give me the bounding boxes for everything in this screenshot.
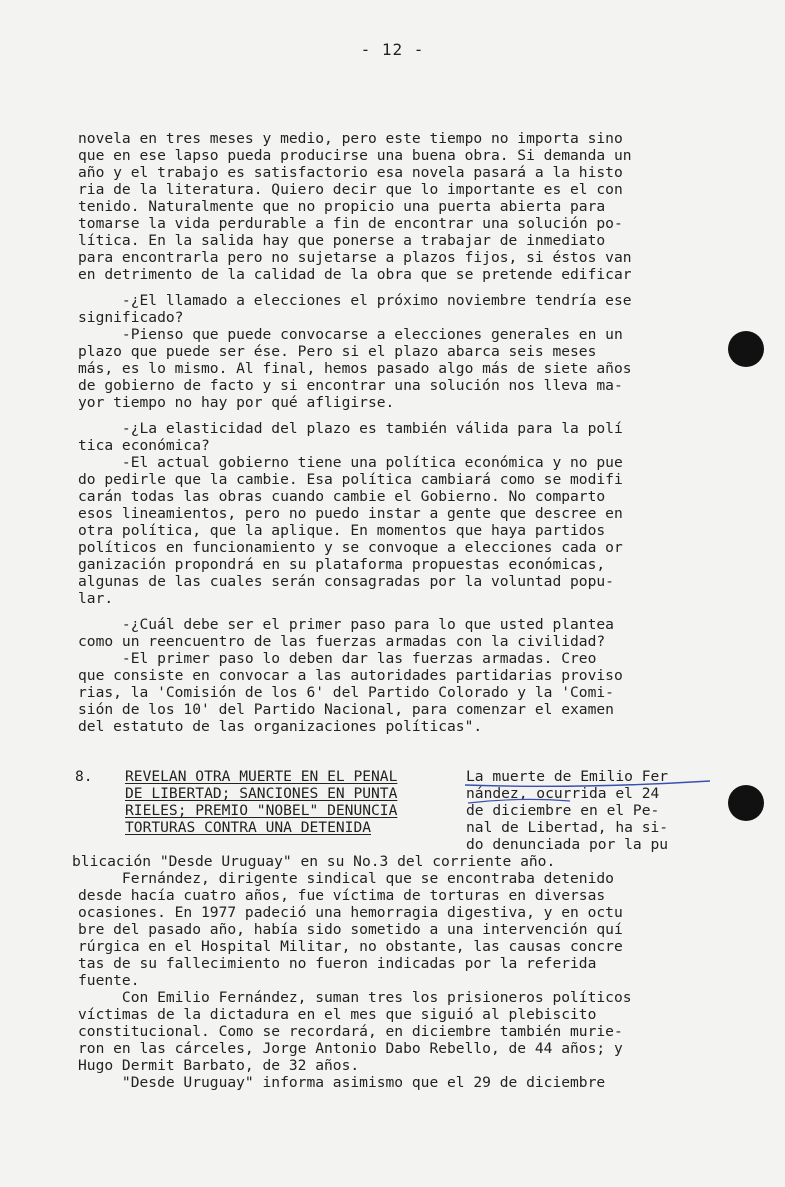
text-line: tenido. Naturalmente que no propicio una puerta abierta para [78,198,606,215]
text-line: -¿El llamado a elecciones el próximo noviembre tendría ese [78,292,632,309]
text-line: rúrgica en el Hospital Militar, no obstante, las causas concre [78,938,623,955]
text-line: más, es lo mismo. Al final, hemos pasado algo más de siete años [78,360,632,377]
text-line: La muerte de Emilio Fer [466,768,669,785]
text-line: Fernández, dirigente sindical que se encontraba detenido [78,870,614,887]
text-line: tas de su fallecimiento no fueron indicadas por la referida [78,955,597,972]
text-line: carán todas las obras cuando cambie el Gobierno. No comparto [78,488,606,505]
text-line: nández, ocurrida el 24 [466,785,660,802]
text-line: bre del pasado año, había sido sometido a una intervención quí [78,921,623,938]
headline-line: TORTURAS CONTRA UNA DETENIDA [125,819,372,836]
text-line: ganización propondrá en su plataforma propuestas económicas, [78,556,606,573]
text-line: desde hacía cuatro años, fue víctima de torturas en diversas [78,887,606,904]
text-line: ron en las cárceles, Jorge Antonio Dabo Rebello, de 44 años; y [78,1040,623,1057]
text-line: fuente. [78,972,140,989]
text-line: yor tiempo no hay por qué afligirse. [78,394,395,411]
text-line: como un reencuentro de las fuerzas armadas con la civilidad? [78,633,606,650]
text-line: do denunciada por la pu [466,836,669,853]
text-line: ria de la literatura. Quiero decir que lo importante es el con [78,181,623,198]
text-line: en detrimento de la calidad de la obra que se pretende edificar [78,266,632,283]
text-line: lítica. En la salida hay que ponerse a trabajar de inmediato [78,232,606,249]
headline-line: REVELAN OTRA MUERTE EN EL PENAL [125,768,398,785]
text-line: ocasiones. En 1977 padeció una hemorragia digestiva, y en octu [78,904,623,921]
text-line: -Pienso que puede convocarse a elecciones generales en un [78,326,623,343]
text-line: significado? [78,309,184,326]
pen-underline-mark [460,775,720,815]
text-line: del estatuto de las organizaciones políticas". [78,718,483,735]
text-line: blicación "Desde Uruguay" en su No.3 del corriente año. [72,853,556,870]
text-line: año y el trabajo es satisfactorio esa novela pasará a la histo [78,164,623,181]
text-line: -El actual gobierno tiene una política económica y no pue [78,454,623,471]
text-line: -El primer paso lo deben dar las fuerzas armadas. Creo [78,650,597,667]
punch-hole [728,331,764,367]
punch-hole [728,785,764,821]
headline-line: DE LIBERTAD; SANCIONES EN PUNTA [125,785,398,802]
text-line: -¿Cuál debe ser el primer paso para lo que usted plantea [78,616,614,633]
text-line: víctimas de la dictadura en el mes que siguió al plebiscito [78,1006,597,1023]
item-number: 8. [75,768,93,785]
headline-line: RIELES; PREMIO "NOBEL" DENUNCIA [125,802,398,819]
text-line: -¿La elasticidad del plazo es también válida para la polí [78,420,623,437]
text-line: otra política, que la aplique. En momentos que haya partidos [78,522,606,539]
text-line: lar. [78,590,114,607]
text-line: Con Emilio Fernández, suman tres los prisioneros políticos [78,989,632,1006]
text-line: plazo que puede ser ése. Pero si el plazo abarca seis meses [78,343,597,360]
text-line: que consiste en convocar a las autoridades partidarias proviso [78,667,623,684]
text-line: de gobierno de facto y si encontrar una solución nos lleva ma- [78,377,623,394]
text-line: nal de Libertad, ha si- [466,819,669,836]
text-line: sión de los 10' del Partido Nacional, para comenzar el examen [78,701,614,718]
text-line: de diciembre en el Pe- [466,802,660,819]
text-line: tica económica? [78,437,210,454]
text-line: Hugo Dermit Barbato, de 32 años. [78,1057,360,1074]
text-line: que en ese lapso pueda producirse una buena obra. Si demanda un [78,147,632,164]
text-line: tomarse la vida perdurable a fin de encontrar una solución po- [78,215,623,232]
text-line: algunas de las cuales serán consagradas por la voluntad popu- [78,573,614,590]
page-number: - 12 - [360,40,425,59]
text-line: novela en tres meses y medio, pero este tiempo no importa sino [78,130,623,147]
text-line: para encontrarla pero no sujetarse a plazos fijos, si éstos van [78,249,632,266]
text-line: políticos en funcionamiento y se convoque a elecciones cada or [78,539,623,556]
text-line: do pedirle que la cambie. Esa política cambiará como se modifi [78,471,623,488]
text-line: "Desde Uruguay" informa asimismo que el 29 de diciembre [78,1074,606,1091]
text-line: esos lineamientos, pero no puedo instar a gente que descree en [78,505,623,522]
text-line: rias, la 'Comisión de los 6' del Partido Colorado y la 'Comi- [78,684,614,701]
text-line: constitucional. Como se recordará, en diciembre también murie- [78,1023,623,1040]
